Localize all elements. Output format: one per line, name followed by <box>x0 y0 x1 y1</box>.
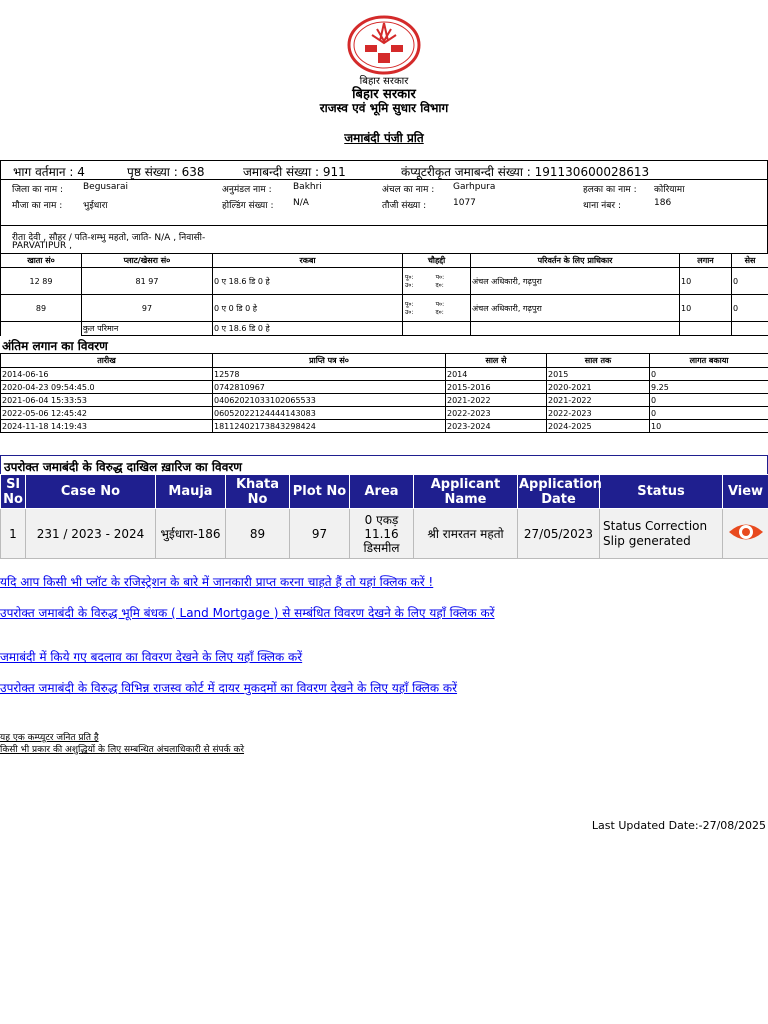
jila-label: जिला का नाम : <box>12 185 64 195</box>
jamabandi-value: जमाबन्दी संख्या : 911 <box>243 165 346 179</box>
lagan-header-row <box>1 354 768 368</box>
thana-value: 186 <box>654 198 672 208</box>
kharij-header: Plot No <box>290 475 350 509</box>
status-cell <box>600 509 723 559</box>
mauja-cell: भुईधारा-186 <box>156 509 226 559</box>
summary-bar <box>0 160 768 180</box>
computer-generated-note: यह एक कम्प्यूटर जनित प्रति है <box>0 733 99 743</box>
kharij-header: Khata No <box>226 475 290 509</box>
lagan-header: साल से <box>446 354 547 368</box>
lagan-cell: 10 <box>680 268 732 295</box>
bihar-emblem-icon <box>347 15 421 75</box>
total-row <box>1 322 768 336</box>
land-header: खाता सं० <box>1 254 82 268</box>
plot-cell: 97 <box>82 295 213 322</box>
lagan-cell: 2024-2025 <box>547 420 650 433</box>
lagan-cell: 2022-2023 <box>446 407 547 420</box>
kharij-header-row <box>1 475 768 509</box>
tauji-value: 1077 <box>453 198 476 208</box>
revenue-court-cases-link[interactable]: उपरोक्त जमाबंदी के विरुद्ध विभिन्न राजस्व कोर्ट में दायर मुकदमों का विवरण देखने के लिए यहाँ क्लिक करें <box>0 681 458 695</box>
ch-north: उ०: <box>405 282 414 289</box>
lagan-cell: 2014-06-16 <box>1 368 213 381</box>
view-cell[interactable] <box>723 509 768 559</box>
table-row <box>1 295 768 322</box>
tauji-label: तौजी संख्या : <box>382 201 427 211</box>
area-cell <box>350 509 414 559</box>
lagan-title: अंतिम लगान का विवरण <box>2 339 108 353</box>
kharij-title: उपरोक्त जमाबंदी के विरुद्ध दाखिल ख़ारिज का विवरण <box>4 460 242 474</box>
document-title: जमाबंदी पंजी प्रति <box>344 131 424 145</box>
land-header: चौहद्दी <box>403 254 471 268</box>
table-row <box>1 368 768 381</box>
land-mortgage-link[interactable]: उपरोक्त जमाबंदी के विरुद्ध भूमि बंधक ( Land Mortgage ) से सम्बंधित विवरण देखने के लिए यहाँ क्लिक करें <box>0 606 495 620</box>
rakba-cell: 0 ए 18.6 डि 0 हे <box>213 268 403 295</box>
anchal-label: अंचल का नाम : <box>382 185 435 195</box>
sl-cell: 1 <box>1 509 26 559</box>
khata-cell: 89 <box>1 295 82 322</box>
table-row <box>1 381 768 394</box>
ch-south: द०: <box>435 309 444 316</box>
prishth-value: पृष्ठ संख्या : 638 <box>127 165 205 179</box>
chauhaddi-cell <box>403 268 471 295</box>
lagan-cell: 9.25 <box>650 381 768 394</box>
kharij-header: View <box>723 475 768 509</box>
kharij-header: Applicant Name <box>414 475 518 509</box>
lagan-cell: 06052022124444143083 <box>213 407 446 420</box>
table-row <box>1 407 768 420</box>
ch-west: प०: <box>435 274 445 281</box>
lagan-cell: 2020-04-23 09:54:45.0 <box>1 381 213 394</box>
lagan-cell: 2022-2023 <box>547 407 650 420</box>
lagan-cell: 2023-2024 <box>446 420 547 433</box>
jila-value: Begusarai <box>83 182 129 192</box>
anumandal-value: Bakhri <box>293 182 322 192</box>
ch-south: द०: <box>435 282 444 289</box>
lagan-cell: 0 <box>650 368 768 381</box>
halka-value: कोरियामा <box>654 185 685 195</box>
land-header: लगान <box>680 254 732 268</box>
status-line: Slip generated <box>603 533 691 548</box>
land-header: रकबा <box>213 254 403 268</box>
last-updated-date: Last Updated Date:-27/08/2025 <box>591 819 766 832</box>
land-table <box>0 253 768 336</box>
applicant-cell: श्री रामरतन महतो <box>414 509 518 559</box>
emblem-caption: बिहार सरकार <box>359 76 409 87</box>
bihar-emblem <box>347 15 421 75</box>
lagan-header: लागत बकाया <box>650 354 768 368</box>
lagan-cell: 0 <box>650 394 768 407</box>
gov-title: बिहार सरकार <box>352 87 416 102</box>
lagan-header: तारीख <box>1 354 213 368</box>
rakba-cell: 0 ए 0 डि 0 हे <box>213 295 403 322</box>
table-row <box>1 420 768 433</box>
kharij-table <box>0 474 768 559</box>
ch-north: उ०: <box>405 309 414 316</box>
land-header: प्लाट/खेसरा सं० <box>82 254 213 268</box>
area-line: 11.16 <box>364 526 399 541</box>
lagan-header: प्राप्ति पत्र सं० <box>213 354 446 368</box>
ch-west: प०: <box>435 301 445 308</box>
table-row <box>1 394 768 407</box>
owner-block <box>0 225 768 254</box>
ses-cell: 0 <box>732 295 768 322</box>
land-header: सेस <box>732 254 768 268</box>
lagan-cell: 2024-11-18 14:19:43 <box>1 420 213 433</box>
lagan-cell: 10 <box>650 420 768 433</box>
holding-label: होल्डिंग संख्या : <box>222 201 274 211</box>
table-row <box>1 268 768 295</box>
department-title: राजस्व एवं भूमि सुधार विभाग <box>319 101 449 115</box>
area-line: डिसमील <box>363 540 400 555</box>
status-line: Status Correction <box>603 518 708 533</box>
lagan-table <box>0 353 768 433</box>
lagan-cell: 2015 <box>547 368 650 381</box>
lagan-cell: 2021-2022 <box>547 394 650 407</box>
table-row <box>1 509 768 559</box>
khata-cell: 89 <box>226 509 290 559</box>
mouja-label: मौजा का नाम : <box>12 201 63 211</box>
lagan-cell: 18112402173843298424 <box>213 420 446 433</box>
lagan-header: साल तक <box>547 354 650 368</box>
kharij-header: Status <box>600 475 723 509</box>
adhikar-cell: अंचल अधिकारी, गढ़पुरा <box>471 268 680 295</box>
computerized-value: कंप्यूटरीकृत जमाबन्दी संख्या : 191130600028613 <box>401 165 650 179</box>
lagan-cell: 2021-2022 <box>446 394 547 407</box>
kharij-header: Area <box>350 475 414 509</box>
info-block <box>0 179 768 225</box>
ch-east: पू०: <box>405 274 414 281</box>
anchal-value: Garhpura <box>453 182 496 192</box>
owner-line-2: PARVATIPUR , <box>12 241 72 251</box>
kharij-header: Mauja <box>156 475 226 509</box>
halka-label: हलका का नाम : <box>583 185 637 195</box>
plot-cell: 97 <box>290 509 350 559</box>
kharij-header: Sl No <box>1 475 26 509</box>
khata-cell: 12 89 <box>1 268 82 295</box>
registration-info-link[interactable]: यदि आप किसी भी प्लॉट के रजिस्ट्रेशन के बारे में जानकारी प्राप्त करना चाहते हैं तो यहां क्लिक करें ! <box>0 575 434 589</box>
case-cell: 231 / 2023 - 2024 <box>26 509 156 559</box>
kharij-header: Case No <box>26 475 156 509</box>
total-rakba: 0 ए 18.6 डि 0 हे <box>213 322 403 336</box>
lagan-cell: 12578 <box>213 368 446 381</box>
lagan-cell: 2022-05-06 12:45:42 <box>1 407 213 420</box>
lagan-cell: 2020-2021 <box>547 381 650 394</box>
mouja-value: भुईधारा <box>83 201 108 211</box>
kharij-header: Application Date <box>519 476 602 507</box>
lagan-cell: 0742810967 <box>213 381 446 394</box>
kharij-title-bar <box>0 455 768 475</box>
holding-value: N/A <box>293 198 309 208</box>
anumandal-label: अनुमंडल नाम : <box>222 185 272 195</box>
bhag-value: भाग वर्तमान : 4 <box>13 165 85 179</box>
jamabandi-changes-link[interactable]: जमाबंदी में किये गए बदलाव का विवरण देखने के लिए यहाँ क्लिक करें <box>0 650 303 664</box>
land-header: परिवर्तन के लिए प्राधिकार <box>471 254 680 268</box>
lagan-cell: 2021-06-04 15:33:53 <box>1 394 213 407</box>
ch-east: पू०: <box>405 301 414 308</box>
eye-icon[interactable] <box>727 519 765 545</box>
lagan-cell: 04062021033102065533 <box>213 394 446 407</box>
lagan-cell: 2015-2016 <box>446 381 547 394</box>
total-label: कुल परिमान <box>82 322 213 336</box>
chauhaddi-cell <box>403 295 471 322</box>
land-header-row <box>1 254 768 268</box>
area-line: 0 एकड़ <box>364 512 399 527</box>
date-cell: 27/05/2023 <box>518 509 600 559</box>
ses-cell: 0 <box>732 268 768 295</box>
contact-note: किसी भी प्रकार की अशुद्धियों के लिए सम्बन्धित अंचलाधिकारी से संपर्क करे <box>0 745 245 755</box>
lagan-cell: 10 <box>680 295 732 322</box>
adhikar-cell: अंचल अधिकारी, गढ़पुरा <box>471 295 680 322</box>
lagan-cell: 2014 <box>446 368 547 381</box>
lagan-cell: 0 <box>650 407 768 420</box>
owner-line-1: रीता देवी , सौहर / पति-शम्भु महतो, जाति- N/A , निवासी- <box>12 233 206 243</box>
plot-cell: 81 97 <box>82 268 213 295</box>
thana-label: थाना नंबर : <box>583 201 621 211</box>
